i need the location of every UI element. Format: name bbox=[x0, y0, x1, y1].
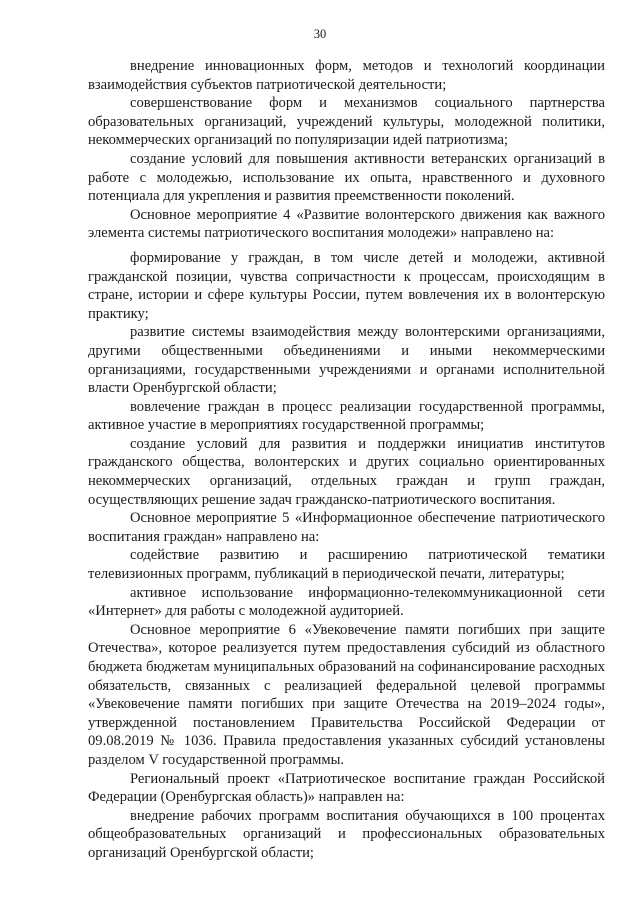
paragraph: внедрение инновационных форм, методов и технологий координации взаимодействия субъектов патриотической деятельности; bbox=[88, 58, 605, 93]
paragraph: активное использование информационно-телекоммуникационной сети «Интернет» для работы с молодежной аудиторией. bbox=[88, 584, 605, 620]
paragraph: Региональный проект «Патриотическое воспитание граждан Российской Федерации (Оренбургская область)» направлен на: bbox=[88, 770, 605, 806]
paragraph: внедрение рабочих программ воспитания обучающихся в 100 процентах общеобразовательных организаций и профессиональных образовательных организаций Оренбургской области; bbox=[88, 807, 605, 861]
paragraph: развитие системы взаимодействия между волонтерскими организациями, другими общественными объединениями и иными некоммерческими организациями, государственными учреждениями и органами исполнительной власти Оренбургской области; bbox=[88, 324, 605, 397]
paragraph: Основное мероприятие 5 «Информационное обеспечение патриотического воспитания граждан» направлено на: bbox=[88, 510, 605, 545]
paragraph: формирование у граждан, в том числе детей и молодежи, активной гражданской позиции, чувства сопричастности к процессам, происходящим в стране, истории и сфере культуры России, путем вовлечения их в волонтерскую практику; bbox=[88, 249, 605, 322]
paragraph: создание условий для повышения активности ветеранских организаций в работе с молодежью, использование их опыта, нравственного и духовного потенциала для укрепления и развития преемственности поколений. bbox=[88, 150, 605, 205]
paragraph: создание условий для развития и поддержки инициатив институтов гражданского общества, волонтерских и других социально ориентированных некоммерческих организаций, отдельных граждан и групп граждан, осуществляющих решение задач гражданско-патриотического воспитания. bbox=[88, 435, 605, 508]
paragraph: вовлечение граждан в процесс реализации государственной программы, активное участие в мероприятиях государственной программы; bbox=[88, 398, 605, 434]
page-number: 30 bbox=[313, 27, 327, 41]
paragraph: содействие развитию и расширению патриотической тематики телевизионных программ, публикаций в периодической печати, литературы; bbox=[88, 547, 605, 583]
paragraph: совершенствование форм и механизмов социального партнерства образовательных организаций, учреждений культуры, молодежной политики, некоммерческих организаций по популяризации идей патриотизма; bbox=[88, 95, 605, 149]
paragraph: Основное мероприятие 4 «Развитие волонтерского движения как важного элемента системы патриотического воспитания молодежи» направлено на: bbox=[88, 206, 605, 242]
paragraph: Основное мероприятие 6 «Увековечение памяти погибших при защите Отечества», которое реализуется путем предоставления субсидий из областного бюджета бюджетам муниципальных образований на софинансирование расходных обязательств, связанных с реализацией федеральной целевой программы «Увековечение памяти погибших при защите Отечества на 2019–2024 годы», утвержденной постановлением Правительства Российской Федерации от 09.08.2019 № 1036. Правила предоставления указанных субсидий установлены разделом V государственной программы. bbox=[88, 621, 605, 768]
document-body bbox=[88, 57, 605, 863]
